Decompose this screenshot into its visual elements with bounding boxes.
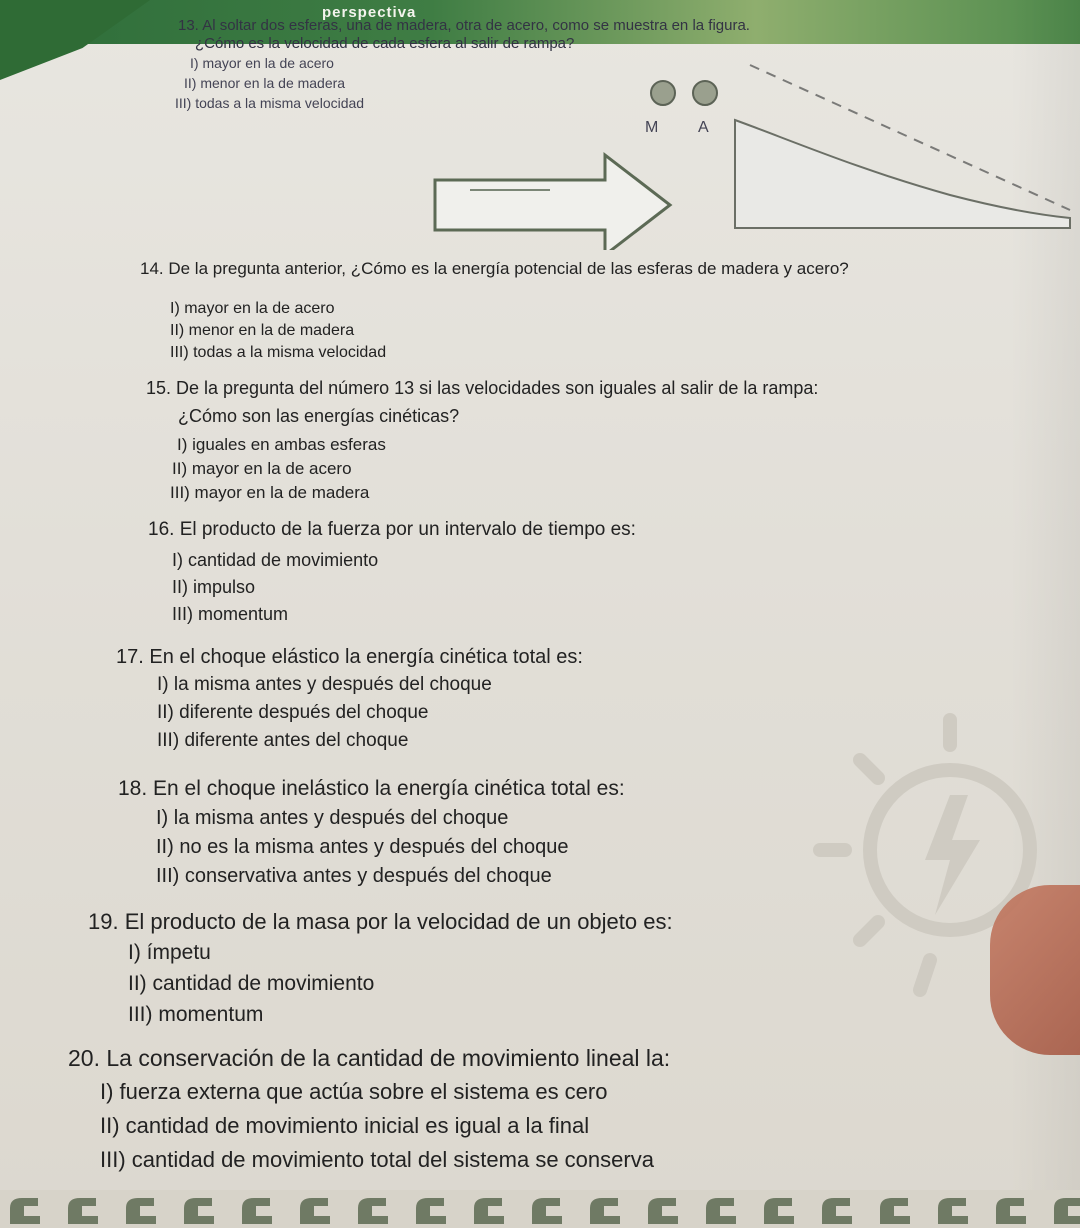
- question-13-option-3: III) todas a la misma velocidad: [175, 95, 365, 111]
- steel-sphere-icon: [693, 81, 717, 105]
- question-19-option-2: II) cantidad de movimiento: [128, 972, 375, 995]
- question-16-option-3: III) momentum: [172, 604, 289, 624]
- question-19-option-1: I) ímpetu: [128, 941, 211, 964]
- question-17-line1: 17. En el choque elástico la energía cinética total es:: [116, 646, 583, 668]
- question-18-option-3: III) conservativa antes y después del choque: [156, 865, 552, 887]
- question-17-option-2: II) diferente después del choque: [157, 702, 429, 723]
- sphere-label-a: A: [698, 119, 709, 136]
- question-18-option-2: II) no es la misma antes y después del choque: [156, 836, 569, 858]
- question-18-option-1: I) la misma antes y después del choque: [156, 807, 509, 829]
- question-16-line1: 16. El producto de la fuerza por un intervalo de tiempo es:: [148, 519, 636, 540]
- question-14-line1: 14. De la pregunta anterior, ¿Cómo es la energía potencial de las esferas de madera y acero?: [140, 259, 849, 278]
- question-14-option-1: I) mayor en la de acero: [170, 300, 335, 317]
- question-15-line2: ¿Cómo son las energías cinéticas?: [178, 406, 460, 426]
- question-15-option-1: I) iguales en ambas esferas: [177, 435, 386, 454]
- question-20-option-3: III) cantidad de movimiento total del sistema se conserva: [100, 1147, 654, 1172]
- question-13-line2: ¿Cómo es la velocidad de cada esfera al salir de rampa?: [195, 35, 575, 52]
- sphere-label-m: M: [645, 119, 659, 136]
- question-15-option-3: III) mayor en la de madera: [170, 483, 370, 502]
- question-16-option-1: I) cantidad de movimiento: [172, 550, 379, 570]
- ramp-figure: [430, 60, 1080, 250]
- question-18-line1: 18. En el choque inelástico la energía cinética total es:: [118, 777, 625, 800]
- question-19-line1: 19. El producto de la masa por la velocidad de un objeto es:: [88, 909, 673, 934]
- decorative-border: [0, 1190, 1080, 1228]
- question-15-option-2: II) mayor en la de acero: [172, 459, 352, 478]
- question-17-option-3: III) diferente antes del choque: [157, 730, 409, 751]
- question-20-option-1: I) fuerza externa que actúa sobre el sistema es cero: [100, 1079, 608, 1104]
- wood-sphere-icon: [651, 81, 675, 105]
- question-17-option-1: I) la misma antes y después del choque: [157, 674, 492, 695]
- header-label: perspectiva: [322, 4, 417, 21]
- question-20-option-2: II) cantidad de movimiento inicial es igual a la final: [100, 1113, 590, 1138]
- thumb-photo-intrusion: [990, 885, 1080, 1055]
- question-13-option-1: I) mayor en la de acero: [190, 55, 334, 71]
- arrow-icon: [435, 155, 670, 250]
- question-20-line1: 20. La conservación de la cantidad de movimiento lineal la:: [68, 1045, 671, 1071]
- question-14-option-2: II) menor en la de madera: [170, 322, 355, 339]
- question-16-option-2: II) impulso: [172, 577, 256, 597]
- question-19-option-3: III) momentum: [128, 1003, 264, 1026]
- question-13-line1: 13. Al soltar dos esferas, una de madera, otra de acero, como se muestra en la figura.: [178, 17, 750, 34]
- question-14-option-3: III) todas a la misma velocidad: [170, 344, 387, 361]
- question-13-option-2: II) menor en la de madera: [184, 75, 346, 91]
- question-15-line1: 15. De la pregunta del número 13 si las velocidades son iguales al salir de la rampa:: [146, 378, 819, 398]
- ramp-icon: [735, 65, 1070, 228]
